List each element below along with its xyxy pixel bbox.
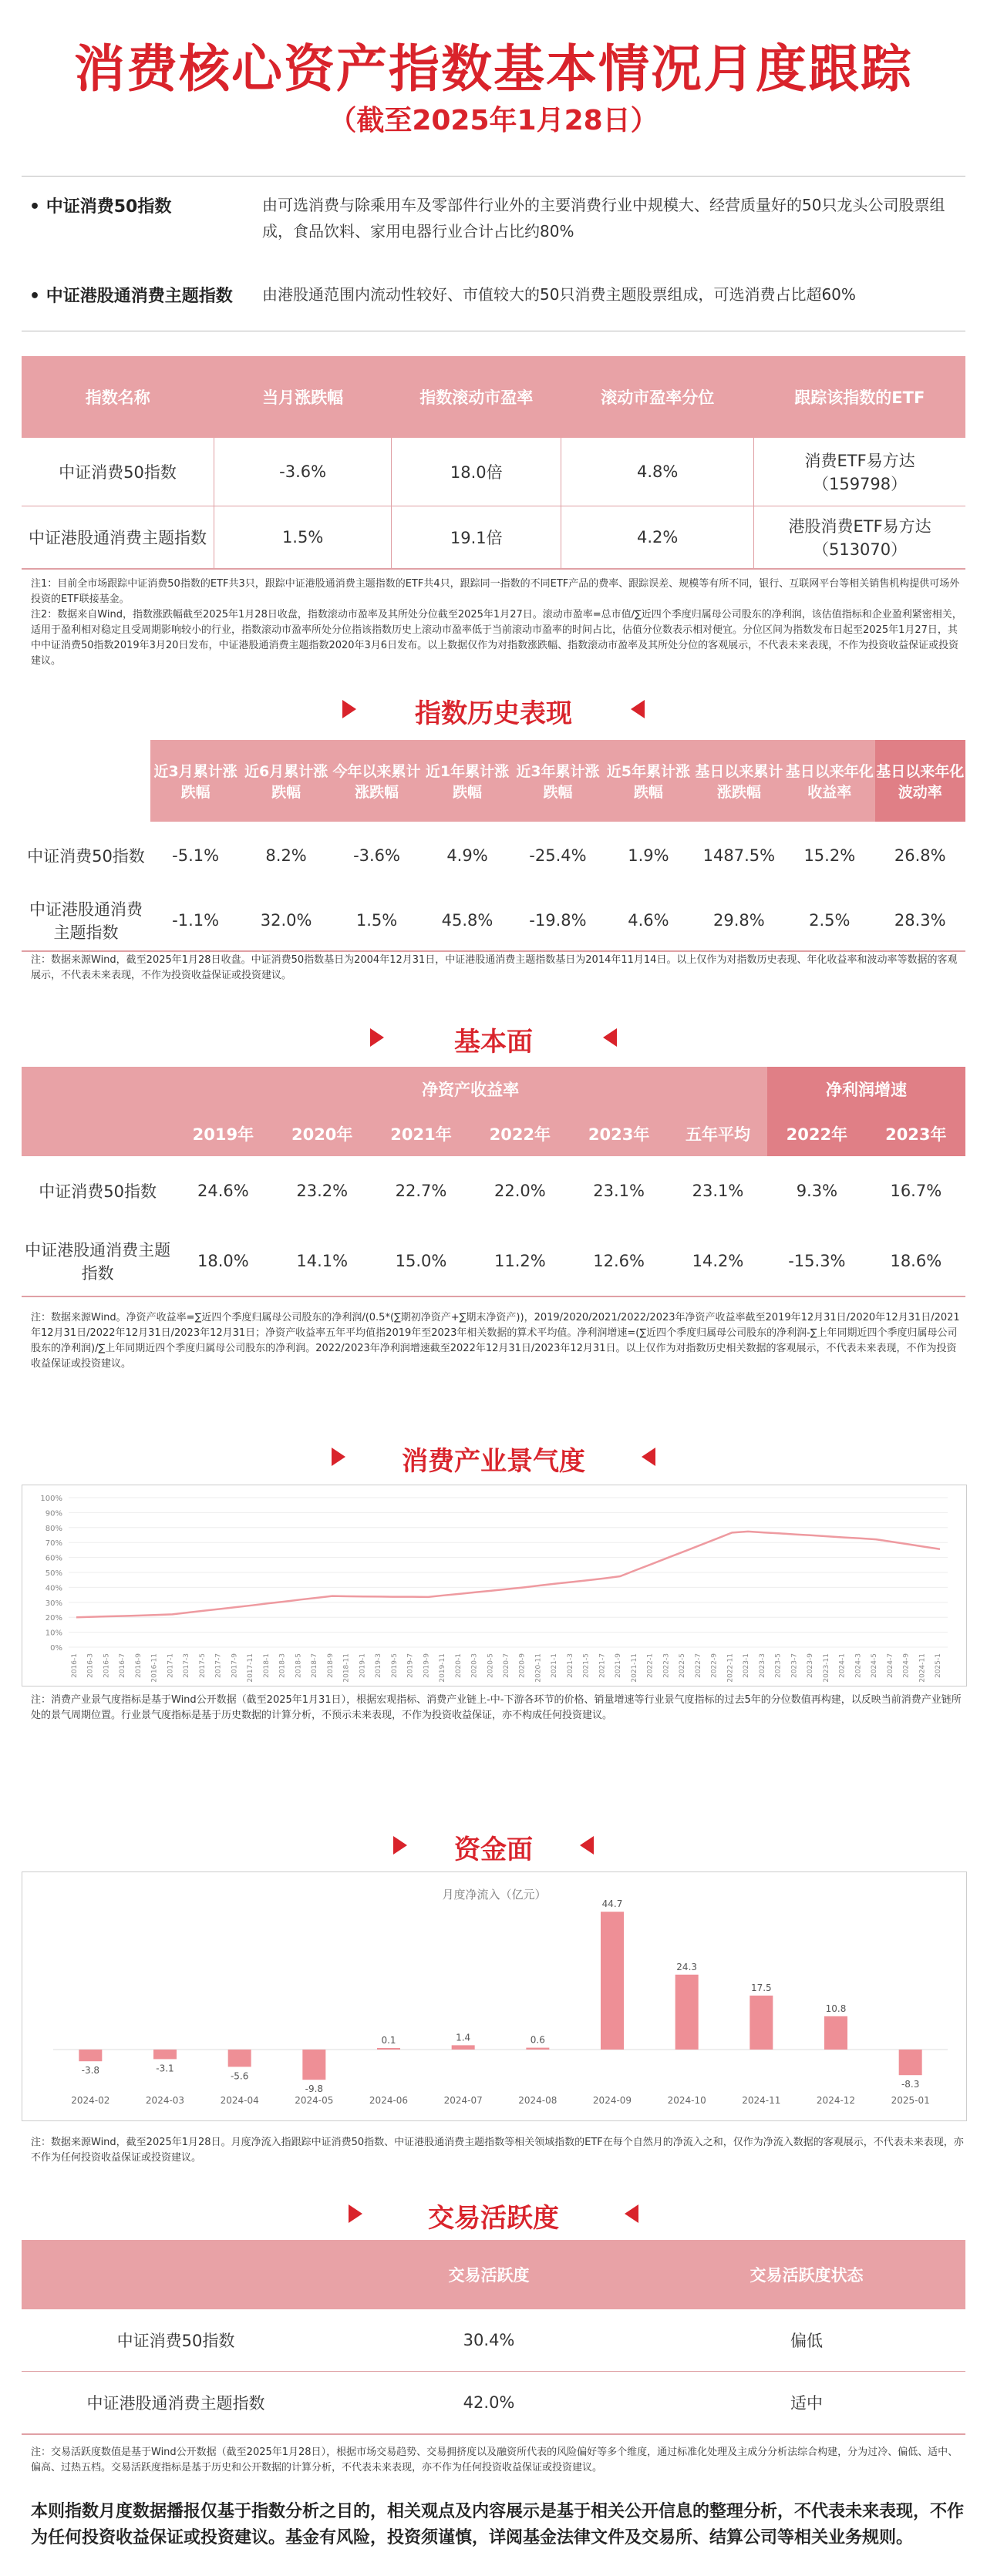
activity-status: 适中 (790, 2393, 824, 2413)
fundamentals-value: 14.2% (692, 1251, 744, 1270)
bar-data-label: -8.3 (901, 2079, 920, 2090)
history-header: 近6月累计涨跌幅 (241, 740, 331, 822)
history-value: 32.0% (260, 910, 312, 930)
x-tick-label: 2021-5 (582, 1653, 591, 1678)
sentiment-title: 消费产业景气度 (402, 1446, 585, 1477)
activity-header: 交易活跃度状态 (648, 2240, 965, 2309)
history-header: 近5年累计涨跌幅 (603, 740, 693, 822)
flows-note: 注：数据来源Wind，截至2025年1月28日。月度净流入指跟踪中证消费50指数、中证港股通消费主题指数等相关领域指数的ETF在每个自然月的净流入之和，仅作为净流入数据的客观展示，不代表未来表现，亦不作为任何投资收益保证或投资建议。 (31, 2137, 964, 2164)
fundamentals-note: 注：数据来源Wind。净资产收益率=∑近四个季度归属母公司股东的净利润/(0.5*(∑期初净资产+∑期末净资产))，2019/2020/2021/2022/2023年净资产收益率截至2019年12月31日/2020年12月31日/2021年12月31日/2022年12月31日/2023年12月31日；净资产收益率五年平均值指2019年至2023年相关数据的算术平均值。净利润增速=(∑近四个季度归属母公司股东的净利润-∑上年同期近四个季度归属母公司股东的净利润)/∑上年同期近四个季度归属母公司股东的净利润。2022/2023年净利润增速截至2022年12月31日/2023年12月31日。以上仅作为对指数历史相关数据的客观展示，不代表未来表现，不作为投资收益保证或投资建议。 (31, 1312, 960, 1370)
bar-data-label: -9.8 (305, 2083, 324, 2095)
x-tick-label: 2021-1 (551, 1653, 559, 1678)
flow-bar (302, 2050, 325, 2080)
flows-chart (22, 1871, 967, 2121)
history-header: 今年以来累计涨跌幅 (332, 740, 422, 822)
history-value: 15.2% (803, 846, 856, 865)
fundamentals-value: 15.0% (395, 1251, 447, 1270)
x-tick-label: 2019-5 (390, 1653, 399, 1678)
fundamentals-header-blank (22, 1067, 173, 1156)
flow-bar (899, 2050, 922, 2075)
fundamentals-value: 24.6% (197, 1182, 249, 1200)
fundamentals-group-growth: 净利润增速 (767, 1067, 965, 1111)
monthly-change: 1.5% (214, 506, 392, 569)
x-tick-label: 2020-1 (454, 1653, 463, 1678)
intro-index-desc: 由港股通范围内流动性较好、市值较大的50只消费主题股票组成，可选消费占比超60% (262, 285, 856, 304)
activity-status: 偏低 (790, 2331, 824, 2350)
history-note: 注：数据来源Wind，截至2025年1月28日收盘。中证消费50指数基日为2004年12月31日，中证港股通消费主题指数基日为2014年11月14日。以上仅作为对指数历史表现、年化收益率和波动率等数据的客观展示，不代表未来表现，不作为投资收益保证或投资建议。 (31, 954, 958, 981)
y-tick-label: 90% (45, 1509, 62, 1518)
x-tick-label: 2020-11 (534, 1653, 543, 1683)
x-tick-label: 2016-7 (119, 1653, 127, 1678)
y-tick-label: 20% (45, 1614, 62, 1623)
flow-bar (750, 1996, 773, 2050)
x-category-label: 2024-04 (220, 2095, 259, 2106)
history-value: 1487.5% (702, 846, 776, 865)
x-tick-label: 2024-3 (854, 1653, 863, 1678)
bar-data-label: 44.7 (601, 1898, 623, 1910)
fundamentals-table (22, 1067, 965, 1297)
x-tick-label: 2024-11 (918, 1653, 927, 1683)
section-arrow-icon (642, 1448, 655, 1466)
x-tick-label: 2020-9 (518, 1653, 527, 1678)
fundamentals-header: 2021年 (372, 1111, 470, 1156)
table-row (22, 438, 965, 506)
pe-ratio: 19.1倍 (392, 506, 561, 569)
x-tick-label: 2023-1 (743, 1653, 751, 1678)
x-tick-label: 2019-9 (423, 1653, 431, 1678)
sentiment-note: 注：消费产业景气度指标是基于Wind公开数据（截至2025年1月31日），根据宏观指标、消费产业链上-中-下游各环节的价格、销量增速等行业景气度指标的过去5年的分位数值再构建，以反映当前消费产业链所处的景气周期位置。行业景气度指标是基于历史数据的计算分析，不预示未来表现，不作为投资收益保证，亦不构成任何投资建议。 (31, 1694, 962, 1721)
fundamentals-value: 9.3% (796, 1182, 838, 1200)
x-tick-label: 2025-1 (935, 1653, 942, 1678)
x-tick-label: 2023-5 (774, 1653, 783, 1678)
history-value: -25.4% (529, 846, 587, 865)
history-value: 2.5% (809, 910, 851, 930)
x-tick-label: 2020-3 (470, 1653, 479, 1678)
etf-cell (754, 438, 965, 506)
fundamentals-value: 18.6% (890, 1251, 942, 1270)
flow-bar (228, 2050, 251, 2067)
table-row (22, 822, 965, 889)
x-category-label: 2024-02 (71, 2095, 110, 2106)
sentiment-chart (22, 1485, 967, 1687)
fundamentals-value: 23.1% (593, 1182, 645, 1200)
x-tick-label: 2016-9 (134, 1653, 143, 1678)
pe-ratio: 18.0倍 (392, 438, 561, 506)
sentiment-series-line (76, 1532, 940, 1617)
pe-percentile: 4.8% (561, 438, 754, 506)
x-tick-label: 2016-1 (71, 1653, 79, 1678)
table-row (22, 2371, 965, 2434)
index-name: 中证港股通消费主题指数 (86, 2393, 265, 2413)
history-value: -1.1% (172, 910, 220, 930)
x-tick-label: 2019-1 (359, 1653, 367, 1678)
x-category-label: 2024-11 (742, 2095, 781, 2106)
table-row (22, 506, 965, 569)
flow-bar (79, 2050, 102, 2061)
activity-note: 注：交易活跃度数值是基于Wind公开数据（截至2025年1月28日），根据市场交易趋势、交易拥挤度以及融资所代表的风险偏好等多个维度，通过标准化处理及主成分分析法综合构建，分为过冷、偏低、适中、偏高、过热五档。交易活跃度指标是基于历史和公开数据的计算分析，不代表未来表现，亦不作为任何投资收益保证或投资建议。 (31, 2447, 958, 2473)
x-tick-label: 2016-5 (103, 1653, 111, 1678)
x-tick-label: 2022-3 (662, 1653, 671, 1678)
x-tick-label: 2017-7 (214, 1653, 223, 1678)
history-header: 基日以来年化收益率 (784, 740, 874, 822)
fundamentals-value: 22.7% (395, 1182, 447, 1200)
fundamentals-header: 2023年 (569, 1111, 668, 1156)
flow-bar (452, 2045, 475, 2050)
fundamentals-value: 23.1% (692, 1182, 744, 1200)
x-tick-label: 2024-1 (838, 1653, 847, 1678)
table-row (22, 1156, 965, 1226)
bar-data-label: 24.3 (676, 1961, 698, 1972)
x-tick-label: 2019-3 (375, 1653, 383, 1678)
index-name: 中证消费50指数 (39, 1182, 157, 1201)
fundamentals-header: 2022年 (470, 1111, 569, 1156)
y-tick-label: 0% (50, 1644, 62, 1653)
x-tick-label: 2017-5 (198, 1653, 207, 1678)
x-category-label: 2024-12 (816, 2095, 856, 2106)
overview-header: 当月涨跌幅 (214, 356, 392, 438)
flows-bar-chart (22, 1872, 966, 2120)
table-row (22, 1226, 965, 1296)
intro-index-desc: 由可选消费与除乘用车及零部件行业外的主要消费行业中规模大、经营质量好的50只龙头公司股票组成，食品饮料、家用电器行业合计占比约80% (262, 196, 945, 240)
y-tick-label: 100% (40, 1495, 62, 1503)
fundamentals-value: 23.2% (296, 1182, 349, 1200)
x-tick-label: 2023-3 (758, 1653, 766, 1678)
fundamentals-value: -15.3% (788, 1251, 846, 1270)
y-tick-label: 40% (45, 1584, 62, 1593)
overview-header: 滚动市盈率分位 (561, 356, 754, 438)
x-tick-label: 2017-11 (247, 1653, 255, 1683)
flow-bar (153, 2050, 177, 2059)
x-tick-label: 2022-5 (679, 1653, 687, 1678)
x-tick-label: 2022-1 (646, 1653, 655, 1678)
section-arrow-icon (603, 1028, 617, 1047)
intro-section (22, 176, 965, 331)
x-tick-label: 2018-7 (311, 1653, 319, 1678)
fundamentals-value: 12.6% (593, 1251, 645, 1270)
index-name: 中证消费50指数 (27, 847, 145, 866)
fundamentals-group-roe: 净资产收益率 (173, 1067, 767, 1111)
history-title: 指数历史表现 (415, 698, 572, 729)
x-tick-label: 2024-7 (886, 1653, 894, 1678)
section-arrow-icon (631, 700, 645, 718)
flow-bar (824, 2016, 847, 2050)
history-header: 基日以来累计涨跌幅 (694, 740, 784, 822)
x-tick-label: 2022-9 (710, 1653, 719, 1678)
index-name: 中证港股通消费主题指数 (29, 900, 143, 942)
x-category-label: 2024-05 (295, 2095, 334, 2106)
x-category-label: 2024-10 (667, 2095, 706, 2106)
activity-value: 30.4% (463, 2330, 515, 2349)
x-tick-label: 2023-11 (822, 1653, 830, 1683)
x-tick-label: 2018-1 (262, 1653, 271, 1678)
history-value: 1.9% (628, 846, 669, 865)
history-header: 近1年累计涨跌幅 (422, 740, 512, 822)
section-arrow-icon (625, 2204, 638, 2223)
x-tick-label: 2018-11 (342, 1653, 351, 1683)
fundamentals-header: 2020年 (273, 1111, 372, 1156)
overview-note: 注1：目前全市场跟踪中证消费50指数的ETF共3只，跟踪中证港股通消费主题指数的ETF共4只，跟踪同一指数的不同ETF产品的费率、跟踪误差、规模等有所不同，银行、互联网平台等相关销售机构提供可场外投资的ETF联接基金。 注2：数据来自Wind，指数涨跌幅截至2025年1月28日收盘，指数滚动市盈率及其所处分位截至2025年1月27日。滚动市盈率=总市值/∑近四个季度归属母公司股东的净利润，该估值指标和企业盈利紧密相关，适用于盈利相对稳定且受周期影响较小的行业，指数滚动市盈率所处分位指该指数历史上滚动市盈率低于当前滚动市盈率的时间占比，估值分位数表示相对便宜。分位区间为指数发布日起至2025年1月27日，其中中证消费50指数2019年3月20日发布，中证港股通消费主题指数2020年3月6日发布。以上数据仅作为对指数涨跌幅、指数滚动市盈率及其所处分位的客观展示，不代表未来表现，不作为投资收益保证或投资建议。 (31, 578, 962, 667)
bar-data-label: 0.6 (530, 2034, 545, 2046)
overview-header: 跟踪该指数的ETF (754, 356, 965, 438)
history-value: 45.8% (441, 910, 494, 930)
page-subtitle: （截至2025年1月28日） (328, 105, 659, 136)
y-tick-label: 10% (45, 1629, 62, 1638)
x-tick-label: 2023-9 (807, 1653, 815, 1678)
x-tick-label: 2021-11 (630, 1653, 638, 1683)
history-header: 近3年累计涨跌幅 (513, 740, 603, 822)
x-tick-label: 2018-5 (295, 1653, 303, 1678)
bar-data-label: 10.8 (825, 2003, 847, 2014)
flow-bar (601, 1912, 624, 2050)
intro-index-name: • 中证消费50指数 (29, 197, 172, 217)
y-tick-label: 70% (45, 1539, 62, 1549)
flow-bar (526, 2048, 549, 2050)
flow-bar (377, 2048, 400, 2050)
history-value: 28.3% (894, 910, 946, 930)
x-tick-label: 2021-7 (598, 1653, 607, 1678)
history-value: 29.8% (712, 910, 765, 930)
history-value: -19.8% (529, 910, 587, 930)
section-arrow-icon (580, 1836, 594, 1855)
history-table (22, 740, 965, 952)
etf-name: 港股消费ETF易方达 (788, 516, 931, 536)
history-value: 8.2% (265, 846, 307, 865)
x-tick-label: 2020-5 (487, 1653, 495, 1678)
index-name: 中证港股通消费主题指数 (22, 506, 214, 569)
page-title: 消费核心资产指数基本情况月度跟踪 (74, 39, 913, 99)
overview-header: 指数滚动市盈率 (392, 356, 561, 438)
table-row (22, 889, 965, 951)
x-tick-label: 2020-7 (503, 1653, 510, 1678)
x-tick-label: 2024-5 (871, 1653, 879, 1678)
x-tick-label: 2022-11 (726, 1653, 735, 1683)
bar-data-label: 0.1 (381, 2035, 396, 2046)
activity-header (22, 2240, 330, 2309)
x-tick-label: 2017-3 (183, 1653, 191, 1678)
index-name: 中证港股通消费主题指数 (25, 1240, 171, 1283)
sentiment-line-chart (22, 1485, 966, 1686)
y-tick-label: 60% (45, 1554, 62, 1563)
bar-data-label: -3.8 (81, 2065, 100, 2077)
index-name: 中证消费50指数 (22, 438, 214, 506)
history-value: 1.5% (355, 910, 398, 930)
index-name: 中证消费50指数 (116, 2331, 235, 2350)
x-tick-label: 2021-9 (615, 1653, 623, 1678)
chart-title: 月度净流入（亿元） (442, 1888, 547, 1902)
x-category-label: 2024-08 (518, 2095, 558, 2106)
bar-data-label: 17.5 (750, 1982, 772, 1993)
x-tick-label: 2018-3 (278, 1653, 287, 1678)
y-tick-label: 80% (45, 1524, 62, 1533)
fundamentals-header: 五年平均 (669, 1111, 767, 1156)
etf-cell (754, 506, 965, 569)
fundamentals-value: 22.0% (494, 1182, 546, 1200)
flows-title: 资金面 (454, 1834, 533, 1865)
bar-data-label: 1.4 (456, 2032, 471, 2043)
fundamentals-value: 18.0% (197, 1251, 249, 1270)
x-category-label: 2025-01 (891, 2095, 930, 2106)
history-header-blank (22, 740, 150, 822)
x-tick-label: 2022-7 (694, 1653, 702, 1678)
x-category-label: 2024-06 (369, 2095, 409, 2106)
fundamentals-title: 基本面 (454, 1027, 533, 1058)
y-tick-label: 30% (45, 1599, 62, 1608)
overview-table (22, 356, 965, 570)
history-header: 基日以来年化波动率 (875, 740, 965, 822)
activity-title: 交易活跃度 (428, 2203, 559, 2234)
history-value: 4.9% (446, 846, 488, 865)
etf-name: 消费ETF易方达 (804, 451, 915, 470)
x-category-label: 2024-09 (592, 2095, 632, 2106)
fundamentals-header: 2023年 (867, 1111, 965, 1156)
activity-header: 交易活跃度 (330, 2240, 648, 2309)
fundamentals-value: 16.7% (890, 1182, 942, 1200)
history-value: 26.8% (894, 846, 946, 865)
disclaimer: 本则指数月度数据播报仅基于指数分析之目的，相关观点及内容展示是基于相关公开信息的整理分析，不代表未来表现，不作为任何投资收益保证或投资建议。基金有风险，投资须谨慎，详阅基金法律文件及交易所、结算公司等相关业务规则。 (31, 2502, 965, 2547)
x-category-label: 2024-07 (443, 2095, 483, 2106)
history-header: 近3月累计涨跌幅 (150, 740, 241, 822)
x-tick-label: 2018-9 (326, 1653, 335, 1678)
table-row (22, 2309, 965, 2371)
x-tick-label: 2019-7 (406, 1653, 415, 1678)
y-tick-label: 50% (45, 1569, 62, 1578)
x-tick-label: 2021-3 (566, 1653, 574, 1678)
etf-code: （513070） (812, 540, 908, 559)
x-tick-label: 2024-9 (902, 1653, 911, 1678)
history-value: 4.6% (628, 910, 669, 930)
overview-header: 指数名称 (22, 356, 214, 438)
x-tick-label: 2017-9 (231, 1653, 239, 1678)
monthly-change: -3.6% (214, 438, 392, 506)
fundamentals-value: 14.1% (296, 1251, 349, 1270)
x-tick-label: 2016-3 (86, 1653, 95, 1678)
x-tick-label: 2023-7 (790, 1653, 799, 1678)
bar-data-label: -5.6 (230, 2070, 249, 2082)
activity-value: 42.0% (463, 2393, 515, 2412)
x-tick-label: 2016-11 (150, 1653, 159, 1683)
fundamentals-header: 2022年 (767, 1111, 867, 1156)
fundamentals-header: 2019年 (173, 1111, 272, 1156)
bar-data-label: -3.1 (156, 2063, 174, 2074)
intro-index-name: • 中证港股通消费主题指数 (29, 287, 233, 306)
x-category-label: 2024-03 (145, 2095, 185, 2106)
flow-bar (675, 1975, 699, 2050)
history-value: -5.1% (172, 846, 220, 865)
pe-percentile: 4.2% (561, 506, 754, 569)
x-tick-label: 2019-11 (439, 1653, 447, 1683)
fundamentals-value: 11.2% (494, 1251, 546, 1270)
activity-table (22, 2240, 965, 2435)
x-tick-label: 2017-1 (167, 1653, 175, 1678)
etf-code: （159798） (812, 474, 908, 493)
history-value: -3.6% (353, 846, 400, 865)
